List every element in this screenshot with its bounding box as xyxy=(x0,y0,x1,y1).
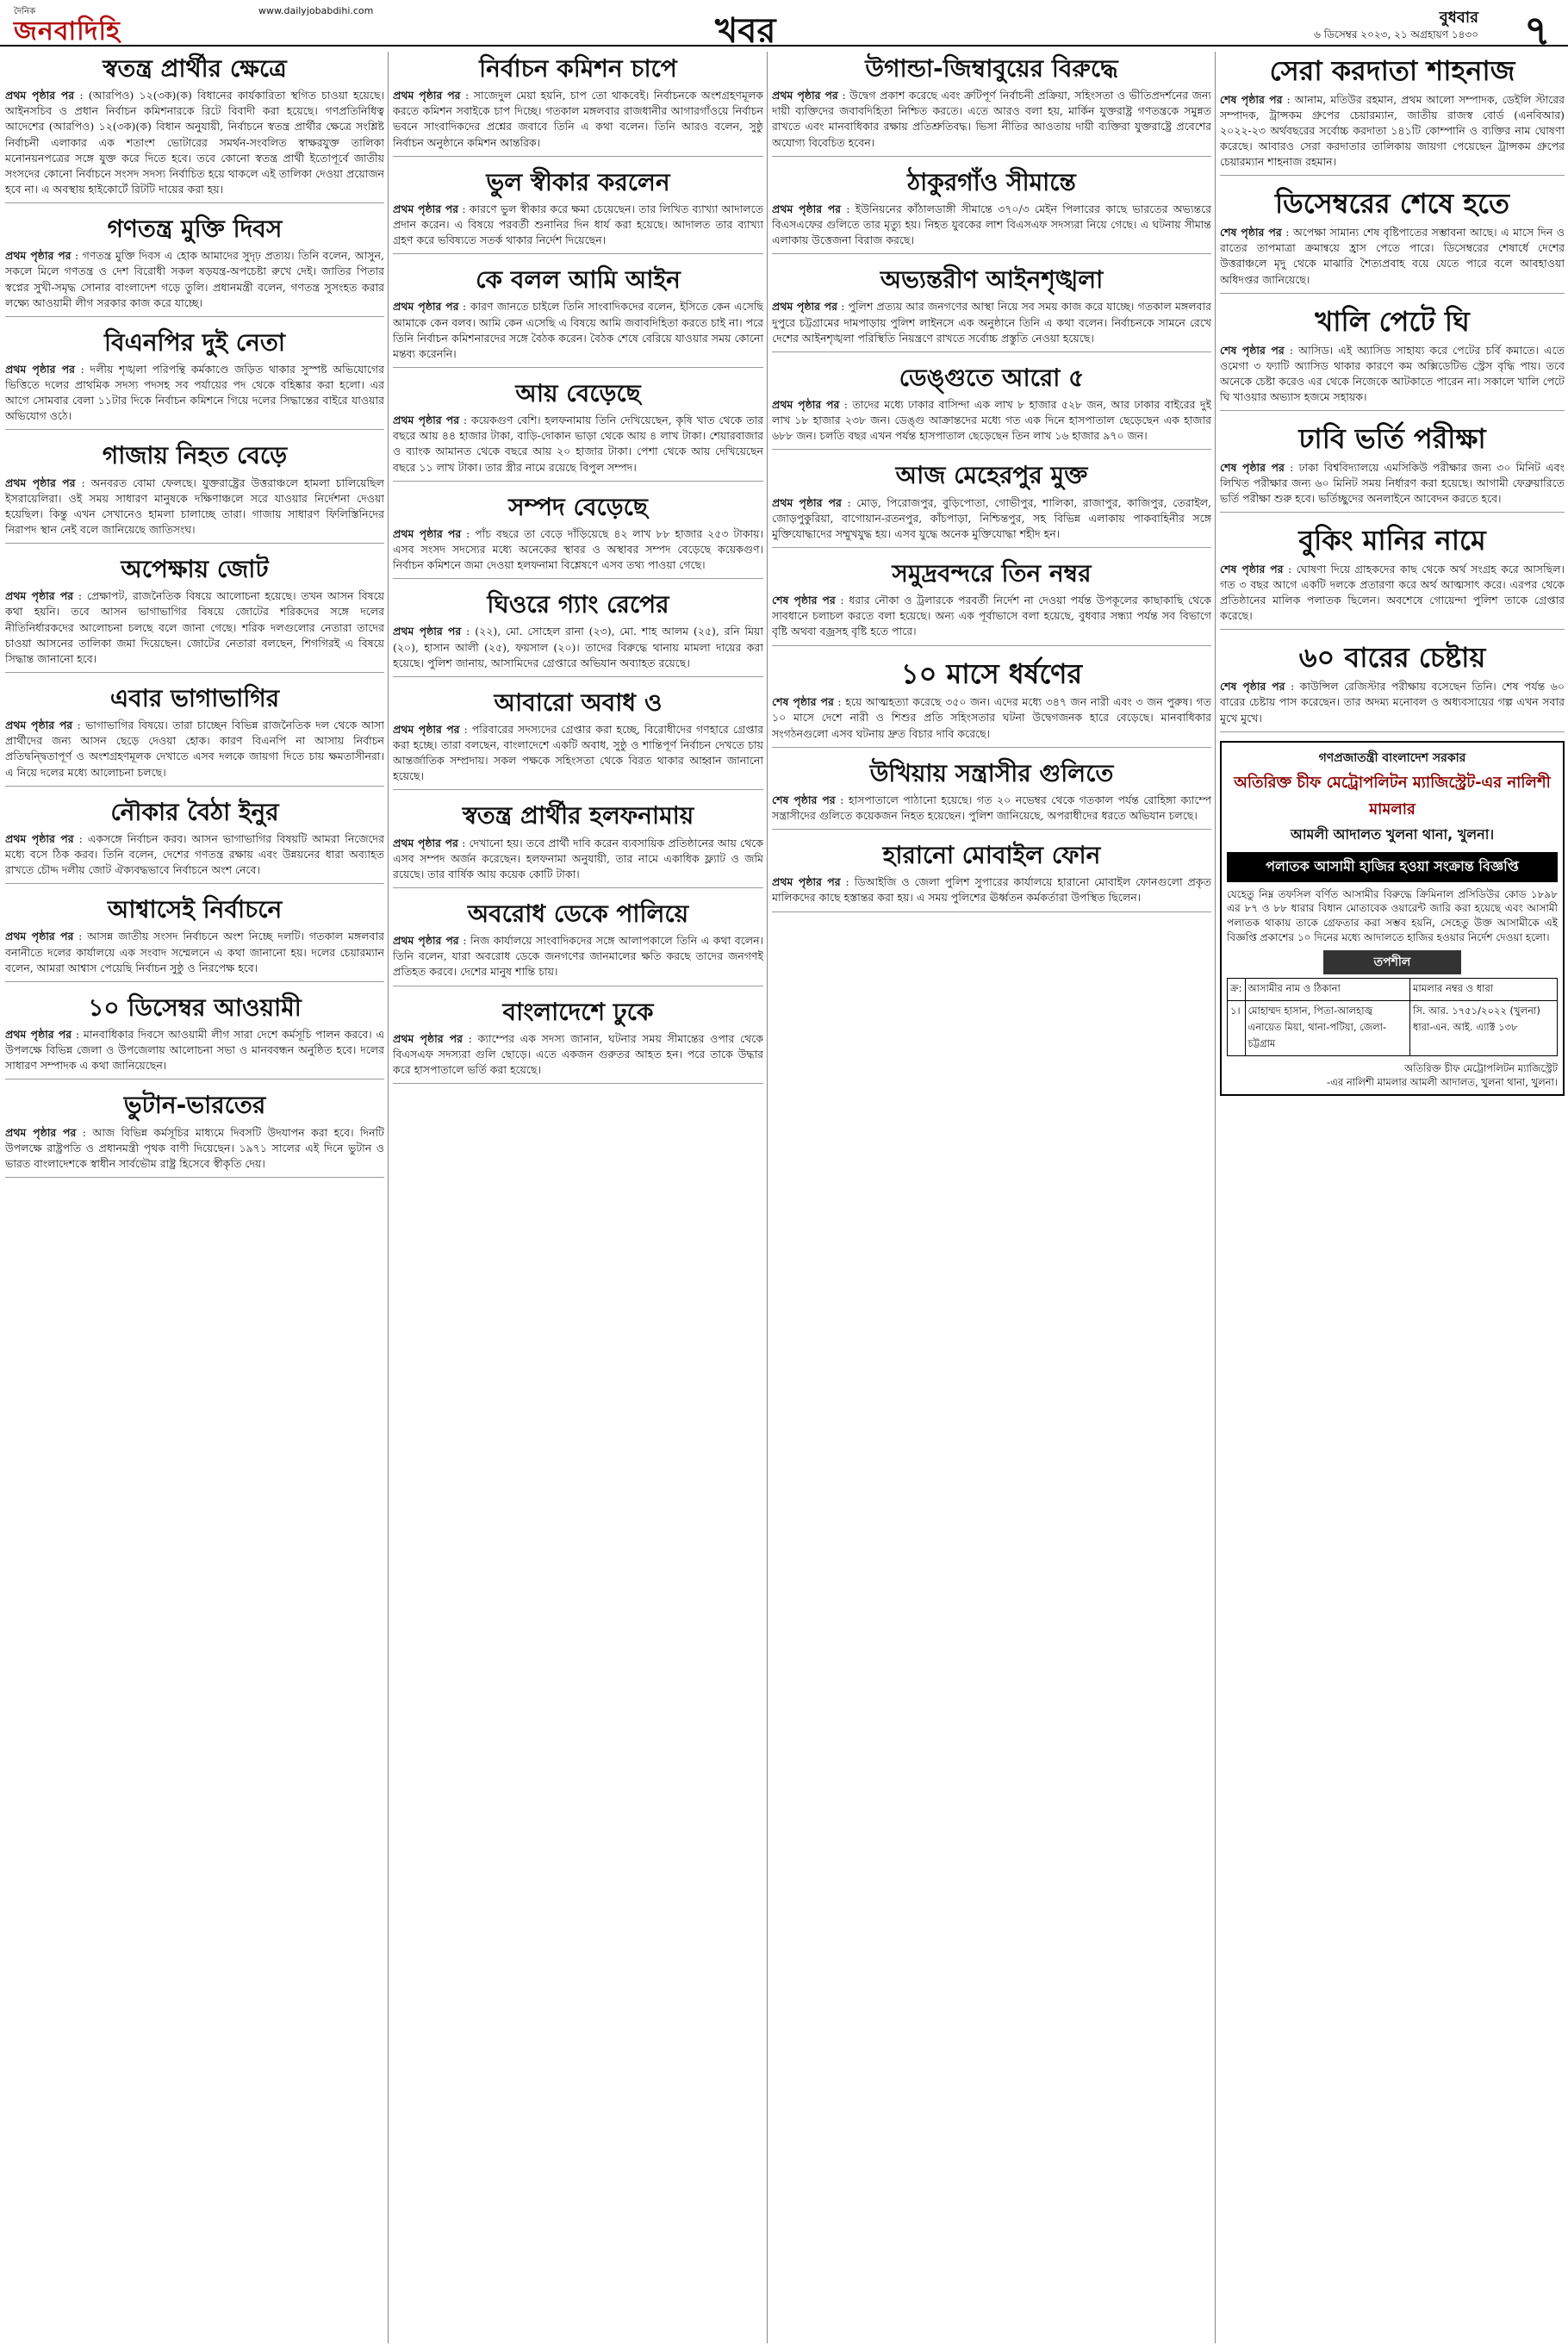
article-lead: প্রথম পৃষ্ঠার পর xyxy=(5,930,74,943)
article-lead: প্রথম পৃষ্ঠার পর xyxy=(393,625,462,638)
article-body: প্রথম পৃষ্ঠার পর : ক্যাম্পের এক সদস্য জানান, ঘটনার সময় সীমান্তের ওপার থেকে বিএসএফ সদস্যরা গুলি ছোড়ে। এতে একজন গুরুতর আহত হন। পরে তাকে উদ্ধার করে হাসপাতালে ভর্তি করা হয়েছে। xyxy=(393,1031,763,1076)
article-text: কারণ জানতে চাইলে তিনি সাংবাদিকদের বলেন, ইসিতে কেন এসেছি আমাকে কেন বলব। আমি কেন এসেছি এ বিষয়ে আমি জবাবদিহিতা করতে চাই না। পরে তিনি নির্বাচন কমিশনারদের সঙ্গে বৈঠক করেন। বৈঠক শেষে বেরিয়ে যাওয়ার সময় কোনো মন্তব্য করেননি। xyxy=(393,300,763,360)
article-headline[interactable]: অভ্যন্তরীণ আইনশৃঙ্খলা xyxy=(880,265,1104,295)
article-body: শেষ পৃষ্ঠার পর : ঢাকা বিশ্ববিদ্যালয়ে এমসিকিউ পরীক্ষার জন্য ৩০ মিনিট এবং লিখিত পরীক্ষার জন্য ৬০ মিনিট সময় নির্ধারণ করা হয়েছে। আগামী ফেব্রুয়ারিতে ভর্তি পরীক্ষা শুরু হবে। ভর্তিচ্ছুদের অনলাইনে আবেদন করতে হবে। xyxy=(1220,460,1565,506)
article-text: ভাগাভাগির বিষয়ে। তারা চাচ্ছেন বিভিন্ন রাজনৈতিক দল থেকে আসা প্রার্থীদের জন্য আসন ছেড়ে দেওয়া হোক। কারণ বিএনপি না আসায় নির্বাচন প্রতিদ্বন্দ্বিতাপূর্ণ ও অংশগ্রহণমূলক দেখাতে এসব দলকে জায়গা দিতে চায় ক্ষমতাসীনরা। এ নিয়ে দলের মধ্যে আলোচনা চলছে। xyxy=(5,719,384,779)
article xyxy=(393,799,763,888)
article-headline[interactable]: এবার ভাগাভাগির xyxy=(109,683,280,712)
article xyxy=(1220,521,1565,630)
article-body: শেষ পৃষ্ঠার পর : আনাম, মতিউর রহমান, প্রথম আলো সম্পাদক, ডেইলি স্টারের সম্পাদক, ট্রান্সকম গ্রুপের চেয়ারম্যান, জাতীয় রাজস্ব বোর্ড (এনবিআর) ২০২২-২৩ অর্থবছরের সর্বোচ্চ করদাতা ১৪১টি কোম্পানি ও ব্যক্তির নাম ঘোষণা করেছে। আবারও সেরা করদাতার তালিকায় জায়গা পেয়েছেন ট্রান্সকম গ্রুপের চেয়ারম্যান শাহনাজ রহমান। xyxy=(1220,92,1565,169)
article-headline[interactable]: নির্বাচন কমিশন চাপে xyxy=(479,54,677,83)
column-4 xyxy=(1220,52,1565,2343)
article xyxy=(772,557,1211,646)
article-body: শেষ পৃষ্ঠার পর : হয়ে আত্মহত্যা করেছে ৩৫০ জন। এদের মধ্যে ৩৪৭ জন নারী এবং ৩ জন পুরুষ। গত ১০ মাসে দেশে নারী ও শিশুর প্রতি সহিংসতার ঘটনা উদ্বেগজনক হারে বেড়েছে। মানবাধিকার সংগঠনগুলো এসব ঘটনায় দ্রুত বিচার দাবি করেছে। xyxy=(772,695,1211,740)
article-text: সাজেদুল মেয়া হয়নি, চাপ তো থাকবেই। নির্বাচনকে অংশগ্রহণমূলক করতে কমিশন সবাইকে চাপ দিচ্ছে। গতকাল মঙ্গলবার রাজধানীর আগারগাঁওয়ে নির্বাচন ভবনে সাংবাদিকদের প্রশ্নের জবাবে তিনি এ কথা বলেন। তিনি আরও বলেন, সুষ্ঠু নির্বাচন অনুষ্ঠানে কমিশন আন্তরিক। xyxy=(393,89,763,149)
article-lead: প্রথম পৃষ্ঠার পর xyxy=(393,526,462,540)
article-body: প্রথম পৃষ্ঠার পর : তাদের মধ্যে ঢাকার বাসিন্দা এক লাখ ৮ হাজার ৫২৮ জন, আর ঢাকার বাইরের দুই লাখ ১৮ হাজার ২৩৮ জন। ডেঙ্গু আক্রান্তদের মধ্যে গত এক দিনে হাসপাতাল ছেড়েছেন এক হাজার ৬৮৮ জন। চলতি বছর এখন পর্যন্ত হাসপাতাল ছেড়েছেন তিন লাখ ১৬ হাজার ৯৭০ জন। xyxy=(772,398,1211,443)
article-lead: প্রথম পৃষ্ঠার পর xyxy=(393,1031,464,1045)
page-number: ৭ xyxy=(1523,7,1551,55)
article-text: ক্যাম্পের এক সদস্য জানান, ঘটনার সময় সীমান্তের ওপার থেকে বিএসএফ সদস্যরা গুলি ছোড়ে। এতে একজন গুরুতর আহত হন। পরে তাকে উদ্ধার করে হাসপাতালে ভর্তি করা হয়েছে। xyxy=(393,1031,763,1076)
article-headline[interactable]: ভুল স্বীকার করলেন xyxy=(486,167,670,196)
article-text: একসঙ্গে নির্বাচন করব। আসন ভাগাভাগির বিষয়টি আমরা নিজেদের মধ্যে বসে ঠিক করব। তিনি বলেন, দেশের গণতন্ত্র রক্ষায় এবং উন্নয়নের ধারা অব্যাহত রাখতে চৌদ্দ দলীয় জোট ঐক্যবদ্ধভাবে নির্বাচনে অংশ নেবে। xyxy=(5,831,384,877)
notice-signature xyxy=(1227,1061,1558,1089)
notice-government: গণপ্রজাতন্ত্রী বাংলাদেশ সরকার xyxy=(1318,750,1466,765)
article xyxy=(772,165,1211,255)
article-headline[interactable]: ঢাবি ভর্তি পরীক্ষা xyxy=(1298,422,1486,456)
table-cell: মোহাম্মদ হাসান, পিতা-আলহাজ্ব এনায়েত মিয়া, থানা-পটিয়া, জেলা-চট্টগ্রাম xyxy=(1245,1000,1409,1055)
article-text: কারণে ভুল স্বীকার করে ক্ষমা চেয়েছেন। তার লিখিত ব্যাখ্যা আদালতে প্রদান করেন। এ বিষয়ে পরবর্তী শুনানির দিন ধার্য করা হয়েছে। আদালত তার ব্যাখ্যা গ্রহণ করে ভবিষ্যতে সতর্ক থাকার নির্দেশ দিয়েছেন। xyxy=(393,202,763,247)
article-lead: প্রথম পৃষ্ঠার পর xyxy=(772,89,838,103)
article-text: হয়ে আত্মহত্যা করেছে ৩৫০ জন। এদের মধ্যে ৩৪৭ জন নারী এবং ৩ জন পুরুষ। গত ১০ মাসে দেশে নারী ও শিশুর প্রতি সহিংসতার ঘটনা উদ্বেগজনক হারে বেড়েছে। মানবাধিকার সংগঠনগুলো এসব ঘটনায় দ্রুত বিচার দাবি করেছে। xyxy=(772,695,1211,740)
article xyxy=(393,165,763,255)
article-text: (আরপিও) ১২(৩ক)(ক) বিধানের কার্যকারিতা স্থগিত চাওয়া হয়েছে। আইনসচিব ও প্রধান নির্বাচন কমিশনারকে রিটে বিবাদী করা হয়েছে। গণপ্রতিনিধিত্ব আদেশের (আরপিও) ১২(৩ক)(ক) বিধান অনুযায়ী, নির্বাচনে স্বতন্ত্র প্রার্থীর ক্ষেত্রে সংশ্লিষ্ট নির্বাচনী এলাকার এক শতাংশ ভোটারের সমর্থন-সংবলিত স্বাক্ষরযুক্ত তালিকা মনোনয়নপত্রের সঙ্গে যুক্ত করে দিতে হবে। তবে কোনো স্বতন্ত্র প্রার্থী ইতোপূর্বে জাতীয় সংসদের কোনো নির্বাচনে সংসদ সদস্য নির্বাচিত হয়ে থাকলে এই তালিকা দেওয়া প্রয়োজন হবে না। এ অবস্থায় হাইকোর্টে রিটটি দায়ের করা হয়। xyxy=(5,89,384,196)
article-headline[interactable]: হারানো মোবাইল ফোন xyxy=(882,841,1101,870)
article-text: আসন্ন জাতীয় সংসদ নির্বাচনে অংশ নিচ্ছে দলটি। গতকাল মঙ্গলবার বনানীতে দলের কার্যালয়ে এক সংবাদ সম্মেলনে এ কথা জানানো হয়। দলের চেয়ারম্যান বলেন, আমরা আশ্বাস পেয়েছি নির্বাচন সুষ্ঠু ও নিরপেক্ষ হবে। xyxy=(5,930,384,974)
article xyxy=(1220,420,1565,513)
article xyxy=(1220,52,1565,176)
newspaper-logo[interactable] xyxy=(9,5,233,47)
article-text: দলীয় শৃঙ্খলা পরিপন্থি কর্মকাণ্ডে জড়িত থাকার সুস্পষ্ট অভিযোগের ভিত্তিতে দলের প্রাথমিক সদস্য পদসহ সব পর্যায়ের পদ থেকে বহিষ্কার করা হলো। এর আগে সোমবার বেলা ১১টার দিকে নির্বাচন কমিশনে গিয়ে দলের সিদ্ধান্তের বাইরে যাওয়ার অভিযোগ ওঠে। xyxy=(5,362,384,423)
article-text: গণতন্ত্র মুক্তি দিবস এ হোক আমাদের সুদৃঢ় প্রত্যয়। তিনি বলেন, আসুন, সকলে মিলে গণতন্ত্র ও দেশ বিরোধী সকল ষড়যন্ত্র-অপচেষ্টা রুখে দেই। জাতির পিতার স্বপ্নের সুখী-সমৃদ্ধ সোনার বাংলাদেশ গড়ে তুলি। প্রধানমন্ত্রী বলেন, গণতন্ত্র সুসংহত করার লক্ষ্যে আওয়ামী লীগ সরকার কাজ করে যাচ্ছে। xyxy=(5,249,384,309)
article-headline[interactable]: বুকিং মানির নামে xyxy=(1298,524,1486,557)
article xyxy=(772,458,1211,548)
article-lead: প্রথম পৃষ্ঠার পর xyxy=(5,249,72,263)
article xyxy=(393,376,763,482)
article xyxy=(5,439,384,544)
article-body: প্রথম পৃষ্ঠার পর : দলীয় শৃঙ্খলা পরিপন্থি কর্মকাণ্ডে জড়িত থাকার সুস্পষ্ট অভিযোগের ভিত্তিতে দলের প্রাথমিক সদস্য পদসহ সব পর্যায়ের পদ থেকে বহিষ্কার করা হলো। এর আগে সোমবার বেলা ১১টার দিকে নির্বাচন কমিশনে গিয়ে দলের সিদ্ধান্তের বাইরে যাওয়ার অভিযোগ ওঠে। xyxy=(5,362,384,423)
article xyxy=(5,681,384,787)
article-lead: শেষ পৃষ্ঠার পর xyxy=(772,695,834,709)
article-headline[interactable]: ডিসেম্বরের শেষে হতে xyxy=(1275,187,1509,221)
issue-day: বুধবার xyxy=(1439,9,1478,27)
column-divider xyxy=(1215,52,1216,2343)
article-headline[interactable]: সম্পদ বেড়েছে xyxy=(508,492,648,521)
masthead xyxy=(0,0,1568,55)
article xyxy=(1220,638,1565,731)
article-headline[interactable]: ঠাকুরগাঁও সীমান্তে xyxy=(907,167,1076,196)
table-header: আসামীর নাম ও ঠিকানা xyxy=(1245,978,1409,1000)
article-lead: প্রথম পৃষ্ঠার পর xyxy=(772,875,841,889)
notice-table xyxy=(1227,978,1558,1056)
table-header-row xyxy=(1228,978,1558,1000)
article xyxy=(393,263,763,368)
article xyxy=(5,1088,384,1178)
article-text: নিজ কার্যালয়ে সাংবাদিকদের সঙ্গে আলাপকালে তিনি এ কথা বলেন। তিনি বলেন, যারা অবরোধ ডেকে জনগণের জানমালের ক্ষতি করছে তাদের জনগণই প্রতিহত করবে। দেশের মানুষ শান্তি চায়। xyxy=(393,934,763,979)
article-body: প্রথম পৃষ্ঠার পর : উদ্বেগ প্রকাশ করেছে এবং ক্রটিপূর্ণ নির্বাচনী প্রক্রিয়া, সহিংসতা ও ভীতিপ্রদর্শনের জন্য দায়ী ব্যক্তিদের জবাবদিহিতা নিশ্চিত করতে। এতে আরও বলা হয়, মার্কিন যুক্তরাষ্ট্র গণতন্ত্রকে সমুন্নত রাখতে এবং মানবাধিকার রক্ষায় প্রতিশ্রুতিবদ্ধ। ভিসা নীতির আওতায় দায়ী ব্যক্তিরা যুক্তরাষ্ট্রে প্রবেশের অযোগ্য বিবেচিত হবেন। xyxy=(772,89,1211,149)
logo-wordmark: জনবাদিহি xyxy=(14,16,121,47)
article-text: কয়েকগুণ বেশি। হলফনামায় তিনি দেখিয়েছেন, কৃষি খাত থেকে তার বছরে আয় ৪৪ হাজার টাকা, বাড়ি-দোকান ভাড়া থেকে আয় ৪ লাখ টাকা। শেয়ারবাজার ও ব্যাংক আমানত থেকে বছরে আয় ২০ হাজার টাকা। পেশা থেকে আয় দেখিয়েছেন বছরে ১১ লাখ টাকা। তার স্ত্রীর নামে রয়েছে বিপুল সম্পদ। xyxy=(393,414,763,474)
article-body: প্রথম পৃষ্ঠার পর : পরিবারের সদস্যদের গ্রেপ্তার করা হচ্ছে, বিরোধীদের গণহারে গ্রেপ্তার করা হচ্ছে। তারা বলছেন, বাংলাদেশে একটি অবাধ, সুষ্ঠু ও শান্তিপূর্ণ নির্বাচন দেখতে চায় আন্তর্জাতিক সম্প্রদায়। সকল পক্ষকে সহিংসতা থেকে বিরত থাকার আহ্বান জানানো হয়েছে। xyxy=(393,722,763,783)
article-lead: প্রথম পৃষ্ঠার পর xyxy=(393,300,459,314)
table-header: মামলার নম্বর ও ধারা xyxy=(1409,978,1557,1000)
article-lead: প্রথম পৃষ্ঠার পর xyxy=(772,398,840,411)
article-headline[interactable]: ১০ ডিসেম্বর আওয়ামী xyxy=(88,992,302,1022)
column-divider xyxy=(388,52,389,2343)
article-headline[interactable]: আশ্বাসেই নির্বাচনে xyxy=(107,895,283,924)
article xyxy=(5,893,384,982)
article-headline[interactable]: স্বতন্ত্র প্রার্থীর হলফনামায় xyxy=(462,801,694,831)
notice-place: আমলী আদালত খুলনা থানা, খুলনা। xyxy=(1290,825,1495,843)
article-text: পাঁচ বছরে তা বেড়ে দাঁড়িয়েছে ৪২ লাখ ৮৮ হাজার ২৫৩ টাকায়। এসব সংসদ সদস্যের মধ্যে অনেকের স্থাবর ও অস্থাবর সম্পদ বেড়েছে কয়েকগুণ। নির্বাচন কমিশনে জমা দেওয়া হলফনামা বিশ্লেষণে এসব তথ্য পাওয়া গেছে। xyxy=(393,526,763,572)
article-headline[interactable]: আবারো অবাধ ও xyxy=(494,688,663,717)
column-1 xyxy=(5,52,384,2343)
article-headline[interactable]: আয় বেড়েছে xyxy=(515,378,641,408)
article xyxy=(393,52,763,157)
article-text: ঘোষণা দিয়ে গ্রাহকদের কাছ থেকে অর্থ সংগ্রহ করে আসছিল। গত ৩ বছর আগে একটি দলকে প্রতারণা করে অর্থ আত্মসাৎ করে। এরপর থেকে প্রতিষ্ঠানের মালিক পলাতক ছিলেন। অবশেষে গোয়েন্দা পুলিশ তাকে গ্রেপ্তার করেছে। xyxy=(1220,562,1565,623)
article-text: দেখানো হয়। তবে প্রার্থী দাবি করেন ব্যবসায়িক প্রতিষ্ঠানের আয় থেকে এসব সম্পদ অর্জন করেছেন। হলফনামা অনুযায়ী, তার নামে একাধিক ফ্ল্যাট ও জমি রয়েছে। তার বার্ষিক আয় কয়েক কোটি টাকা। xyxy=(393,836,763,880)
column-divider xyxy=(767,52,768,2343)
article-body: প্রথম পৃষ্ঠার পর : মানবাধিকার দিবসে আওয়ামী লীগ সারা দেশে কর্মসূচি পালন করবে। এ উপলক্ষে বিভিন্ন জেলা ও উপজেলায় আলোচনা সভা ও মানববন্ধন অনুষ্ঠিত হবে। দলের সাধারণ সম্পাদক এ কথা জানিয়েছেন। xyxy=(5,1027,384,1073)
article-headline[interactable]: নৌকার বৈঠা ইনুর xyxy=(110,797,279,826)
article-headline[interactable]: উগান্ডা-জিম্বাবুয়ের বিরুদ্ধে xyxy=(865,54,1118,83)
article-lead: শেষ পৃষ্ঠার পর xyxy=(1220,562,1284,576)
article-body: প্রথম পৃষ্ঠার পর : ভাগাভাগির বিষয়ে। তারা চাচ্ছেন বিভিন্ন রাজনৈতিক দল থেকে আসা প্রার্থীদের জন্য আসন ছেড়ে দেওয়া হোক। কারণ বিএনপি না আসায় নির্বাচন প্রতিদ্বন্দ্বিতাপূর্ণ ও অংশগ্রহণমূলক দেখাতে এসব দলকে জায়গা দিতে চায় ক্ষমতাসীনরা। এ নিয়ে দলের মধ্যে আলোচনা চলছে। xyxy=(5,719,384,779)
article-body: প্রথম পৃষ্ঠার পর : প্রেক্ষাপট, রাজনৈতিক বিষয়ে আলোচনা হয়েছে। তখন আসন বিষয়ে কথা হয়নি। তবে আসন ভাগাভাগির বিষয়ে জোটের শরিকদের সঙ্গে দলের নীতিনির্ধারকদের আলোচনা চলছে বলে জানা গেছে। শরিক দলগুলোর নেতারা তাদের চাওয়া আসনের তালিকা জমা দিয়েছেন। জোটের নেতারা বলছেন, শিগগিরই এ বিষয়ে সিদ্ধান্ত জানানো হবে। xyxy=(5,589,384,665)
article-headline[interactable]: ভুটান-ভারতের xyxy=(123,1091,266,1120)
article-lead: শেষ পৃষ্ঠার পর xyxy=(1220,680,1285,694)
article-text: মানবাধিকার দিবসে আওয়ামী লীগ সারা দেশে কর্মসূচি পালন করবে। এ উপলক্ষে বিভিন্ন জেলা ও উপজেলায় আলোচনা সভা ও মানববন্ধন অনুষ্ঠিত হবে। দলের সাধারণ সম্পাদক এ কথা জানিয়েছেন। xyxy=(5,1027,384,1073)
column-2 xyxy=(393,52,763,2343)
article-lead: প্রথম পৃষ্ঠার পর xyxy=(393,202,459,215)
article-body: প্রথম পৃষ্ঠার পর : কারণে ভুল স্বীকার করে ক্ষমা চেয়েছেন। তার লিখিত ব্যাখ্যা আদালতে প্রদান করেন। এ বিষয়ে পরবর্তী শুনানির দিন ধার্য করা হয়েছে। আদালত তার ব্যাখ্যা গ্রহণ করে ভবিষ্যতে সতর্ক থাকার নির্দেশ দিয়েছেন। xyxy=(393,202,763,247)
article-body: শেষ পৃষ্ঠার পর : ধরার নৌকা ও ট্রলারকে পরবর্তী নির্দেশ না দেওয়া পর্যন্ত উপকূলের কাছাকাছি থেকে সাবধানে চলাচল করতে বলা হয়েছে। অন্য এক পূর্বাভাসে বলা হয়েছে, বুধবার সন্ধ্যা পর্যন্ত সব বিভাগে বৃষ্টি অথবা বজ্রসহ বৃষ্টি হতে পারে। xyxy=(772,594,1211,638)
article-lead: শেষ পৃষ্ঠার পর xyxy=(1220,343,1285,357)
article-headline[interactable]: স্বতন্ত্র প্রার্থীর ক্ষেত্রে xyxy=(103,54,287,83)
article-body: শেষ পৃষ্ঠার পর : কাউন্সিল রেজিস্টার পরীক্ষায় বসেছেন তিনি। শেষ পর্যন্ত ৬০ বারের চেষ্টায় পাস করেছেন। তার অদম্য মনোবল ও অধ্যবসায়ের গল্প এখন সবার মুখে মুখে। xyxy=(1220,680,1565,725)
article-text: তাদের মধ্যে ঢাকার বাসিন্দা এক লাখ ৮ হাজার ৫২৮ জন, আর ঢাকার বাইরের দুই লাখ ১৮ হাজার ২৩৮ জন। ডেঙ্গু আক্রান্তদের মধ্যে গত এক দিনে হাসপাতাল ছেড়েছেন এক হাজার ৬৮৮ জন। চলতি বছর এখন পর্যন্ত হাসপাতাল ছেড়েছেন তিন লাখ ১৬ হাজার ৯৭০ জন। xyxy=(772,398,1211,443)
article-headline[interactable]: গণতন্ত্র মুক্তি দিবস xyxy=(107,215,283,244)
article-lead: প্রথম পৃষ্ঠার পর xyxy=(5,1027,72,1041)
issue-date: ৬ ডিসেম্বর ২০২৩, ২১ অগ্রহায়ণ ১৪৩০ xyxy=(1314,28,1478,40)
article-lead: প্রথম পৃষ্ঠার পর xyxy=(772,202,842,215)
column-3 xyxy=(772,52,1211,2343)
article-headline[interactable]: খালি পেটে ঘি xyxy=(1315,304,1470,338)
article-body: শেষ পৃষ্ঠার পর : ঘোষণা দিয়ে গ্রাহকদের কাছ থেকে অর্থ সংগ্রহ করে আসছিল। গত ৩ বছর আগে একটি দলকে প্রতারণা করে অর্থ আত্মসাৎ করে। এরপর থেকে প্রতিষ্ঠানের মালিক পলাতক ছিলেন। অবশেষে গোয়েন্দা পুলিশ তাকে গ্রেপ্তার করেছে। xyxy=(1220,562,1565,623)
table-cell: ১। xyxy=(1228,1000,1246,1055)
article-text: কাউন্সিল রেজিস্টার পরীক্ষায় বসেছেন তিনি। শেষ পর্যন্ত ৬০ বারের চেষ্টায় পাস করেছেন। তার অদম্য মনোবল ও অধ্যবসায়ের গল্প এখন সবার মুখে মুখে। xyxy=(1220,680,1565,725)
article xyxy=(5,326,384,431)
article-lead: প্রথম পৃষ্ঠার পর xyxy=(393,836,458,849)
article-body: প্রথম পৃষ্ঠার পর : মোড়, পিরোজপুর, বুড়িপোতা, গোভীপুর, শালিকা, রাজাপুর, কাজিপুর, তেরাইল, জোড়পুকুরিয়া, বাগোয়ান-রতনপুর, কাঁচপাড়া, নিশ্চিন্তপুর, সহ বিভিন্ন এলাকায় পাকবাহিনীর সঙ্গে মুক্তিযোদ্ধাদের সম্মুখযুদ্ধ হয়। এসব যুদ্ধে অনেক মুক্তিযোদ্ধা শহীদ হন। xyxy=(772,495,1211,540)
article-body: শেষ পৃষ্ঠার পর : আসিড। এই অ্যাসিড সাহায্য করে পেটের চর্বি কমাতে। এতে ওমেগা ৩ ফ্যাটি অ্যাসিড থাকার কারণে কম অক্সিডেটিভ স্ট্রেস বৃদ্ধি পায়। তবে অনেকে চেষ্টা করেও এর থেকে নিজেকে আটকাতে পারেন না। সকালে খালি পেটে ঘি খাওয়ার অভ্যাস হজমে সহায়ক। xyxy=(1220,343,1565,403)
website-link[interactable]: www.dailyjobabdihi.com xyxy=(258,5,374,16)
article-headline[interactable]: গাজায় নিহত বেড়ে xyxy=(102,441,288,470)
article-text: আজ বিভিন্ন কর্মসূচির মাধ্যমে দিবসটি উদযাপন করা হবে। দিনটি উপলক্ষে রাষ্ট্রপতি ও প্রধানমন্ত্রী পৃথক বাণী দিয়েছেন। ১৯৭১ সালের এই দিনে ভুটান ও ভারত বাংলাদেশকে স্বাধীন সার্বভৌম রাষ্ট্র হিসেবে স্বীকৃতি দেয়। xyxy=(5,1125,384,1170)
article-lead: প্রথম পৃষ্ঠার পর xyxy=(393,934,459,948)
article-headline[interactable]: বিএনপির দুই নেতা xyxy=(104,327,285,357)
article-text: ধরার নৌকা ও ট্রলারকে পরবর্তী নির্দেশ না দেওয়া পর্যন্ত উপকূলের কাছাকাছি থেকে সাবধানে চলাচল করতে বলা হয়েছে। অন্য এক পূর্বাভাসে বলা হয়েছে, বুধবার সন্ধ্যা পর্যন্ত সব বিভাগে বৃষ্টি অথবা বজ্রসহ বৃষ্টি হতে পারে। xyxy=(772,594,1211,638)
article-lead: প্রথম পৃষ্ঠার পর xyxy=(5,1125,77,1139)
table-row xyxy=(1228,1000,1558,1055)
article-lead: প্রথম পৃষ্ঠার পর xyxy=(393,722,460,736)
notice-text: যেহেতু নিম্ন তফসিল বর্ণিত আসামীর বিরুদ্ধে ক্রিমিনাল প্রসিডিউর কোড ১৮৯৮ এর ৮৭ ও ৮৮ ধারার বিধান মোতাবেক ওয়ারেন্ট জারি করা হয়েছে এবং আসামী পলাতক থাকায় তাকে গ্রেফতার করা সম্ভব হয়নি, সেহেতু উক্ত আসামীকে এই বিজ্ঞপ্তি প্রকাশের ১০ দিনের মধ্যে আদালতে হাজির হওয়ার নির্দেশ দেওয়া হলো। xyxy=(1227,887,1558,944)
article xyxy=(1220,184,1565,293)
article-text: উদ্বেগ প্রকাশ করেছে এবং ক্রটিপূর্ণ নির্বাচনী প্রক্রিয়া, সহিংসতা ও ভীতিপ্রদর্শনের জন্য দায়ী ব্যক্তিদের জবাবদিহিতা নিশ্চিত করতে। এতে আরও বলা হয়, মার্কিন যুক্তরাষ্ট্র গণতন্ত্রকে সমুন্নত রাখতে এবং মানবাধিকার রক্ষায় প্রতিশ্রুতিবদ্ধ। ভিসা নীতির আওতায় দায়ী ব্যক্তিরা যুক্তরাষ্ট্রে প্রবেশের অযোগ্য বিবেচিত হবেন। xyxy=(772,89,1211,149)
article xyxy=(393,588,763,677)
article-text: পুলিশ প্রত্যয় আর জনগণের আস্থা নিয়ে সব সময় কাজ করে যাচ্ছে। গতকাল মঙ্গলবার দুপুরে চট্টগ্রামের দামপাড়ায় পুলিশ লাইনসে এক অনুষ্ঠানে তিনি এ কথা বলেন। নির্বাচনকে সামনে রেখে দেশের আইনশৃঙ্খলা পরিস্থিতি নিয়ন্ত্রণে রাখতে সর্বোচ্চ প্রস্তুতি নেওয়া হয়েছে। xyxy=(772,300,1211,345)
article-body: প্রথম পৃষ্ঠার পর : অনবরত বোমা ফেলছে। যুক্তরাষ্ট্রের উত্তরাঞ্চলে হামলা চালিয়েছিল ইসরায়েলিরা। ওই সময় সাধারণ মানুষকে দক্ষিণাঞ্চলে সরে যাওয়ার নির্দেশনা দেওয়া হয়েছিল। কিন্তু এখন সেখানেও হামলা চালাচ্ছে তারা। গাজায় সাধারণ ফিলিস্তিনিদের নিরাপদ স্থান নেই বলে জানিয়েছে জাতিসংঘ। xyxy=(5,476,384,536)
article xyxy=(1220,302,1565,411)
article-body: প্রথম পৃষ্ঠার পর : ইউনিয়নের কাঁঠালডাঙ্গী সীমান্তে ৩৭০/৩ মেইন পিলারের কাছে ভারতের অভ্যন্তরে বিএসএফের গুলিতে তার মৃত্যু হয়। নিহত যুবকের লাশ বিএসএফ সদস্যরা নিয়ে গেছে। এ ঘটনায় সীমান্ত এলাকায় উত্তেজনা বিরাজ করছে। xyxy=(772,202,1211,247)
table-header: ক্র: xyxy=(1228,978,1246,1000)
article-lead: শেষ পৃষ্ঠার পর xyxy=(772,793,836,806)
article xyxy=(772,655,1211,748)
article-text: ঢাকা বিশ্ববিদ্যালয়ে এমসিকিউ পরীক্ষার জন্য ৩০ মিনিট এবং লিখিত পরীক্ষার জন্য ৬০ মিনিট সময় নির্ধারণ করা হয়েছে। আগামী ফেব্রুয়ারিতে ভর্তি পরীক্ষা শুরু হবে। ভর্তিচ্ছুদের অনলাইনে আবেদন করতে হবে। xyxy=(1220,460,1565,506)
article-lead: প্রথম পৃষ্ঠার পর xyxy=(5,362,75,376)
article-headline[interactable]: ১০ মাসে ধর্ষণের xyxy=(900,656,1083,690)
article-lead: প্রথম পৃষ্ঠার পর xyxy=(393,414,460,427)
article-body: শেষ পৃষ্ঠার পর : অপেক্ষা সামান্য শেষ বৃষ্টিপাতের সম্ভাবনা আছে। এ মাসে দিন ও রাতের তাপমাত্রা ক্রমান্বয়ে হ্রাস পেতে পারে। ডিসেম্বরের শেষার্ধে দেশের উত্তরাঞ্চলে মৃদু থেকে মাঝারি শৈত্যপ্রবাহ বয়ে যেতে পারে বলে আবহাওয়া অধিদপ্তর জানিয়েছে। xyxy=(1220,226,1565,286)
article-lead: শেষ পৃষ্ঠার পর xyxy=(1220,92,1283,106)
article-body: প্রথম পৃষ্ঠার পর : কারণ জানতে চাইলে তিনি সাংবাদিকদের বলেন, ইসিতে কেন এসেছি আমাকে কেন বলব। আমি কেন এসেছি এ বিষয়ে আমি জবাবদিহিতা করতে চাই না। পরে তিনি নির্বাচন কমিশনারদের সঙ্গে বৈঠক করেন। বৈঠক শেষে বেরিয়ে যাওয়ার সময় কোনো মন্তব্য করেননি। xyxy=(393,300,763,360)
article-body: প্রথম পৃষ্ঠার পর : কয়েকগুণ বেশি। হলফনামায় তিনি দেখিয়েছেন, কৃষি খাত থেকে তার বছরে আয় ৪৪ হাজার টাকা, বাড়ি-দোকান ভাড়া থেকে আয় ৪ লাখ টাকা। শেয়ারবাজার ও ব্যাংক আমানত থেকে বছরে আয় ২০ হাজার টাকা। পেশা থেকে আয় দেখিয়েছেন বছরে ১১ লাখ টাকা। তার স্ত্রীর নামে রয়েছে বিপুল সম্পদ। xyxy=(393,414,763,474)
article-body: প্রথম পৃষ্ঠার পর : একসঙ্গে নির্বাচন করব। আসন ভাগাভাগির বিষয়টি আমরা নিজেদের মধ্যে বসে ঠিক করব। তিনি বলেন, দেশের গণতন্ত্র রক্ষায় এবং উন্নয়নের ধারা অব্যাহত রাখতে চৌদ্দ দলীয় জোট ঐক্যবদ্ধভাবে নির্বাচনে অংশ নেবে। xyxy=(5,831,384,877)
article-body: প্রথম পৃষ্ঠার পর : ডিআইজি ও জেলা পুলিশ সুপারের কার্যালয়ে হারানো মোবাইল ফোনগুলো প্রকৃত মালিকদের কাছে হস্তান্তর করা হয়। এ সময় পুলিশের ঊর্ধ্বতন কর্মকর্তারা উপস্থিত ছিলেন। xyxy=(772,875,1211,905)
article-text: ডিআইজি ও জেলা পুলিশ সুপারের কার্যালয়ে হারানো মোবাইল ফোনগুলো প্রকৃত মালিকদের কাছে হস্তান্তর করা হয়। এ সময় পুলিশের ঊর্ধ্বতন কর্মকর্তারা উপস্থিত ছিলেন। xyxy=(772,875,1211,905)
article-body: শেষ পৃষ্ঠার পর : হাসপাতালে পাঠানো হয়েছে। গত ২০ নভেম্বর থেকে গতকাল পর্যন্ত রোহিঙ্গা ক্যাম্পে সন্ত্রাসীদের গুলিতে কয়েকজন নিহত হয়েছেন। পুলিশ জানিয়েছে, অপরাধীদের ধরতে অভিযান চলছে। xyxy=(772,793,1211,822)
article-lead: প্রথম পৃষ্ঠার পর xyxy=(5,589,74,603)
article-body: প্রথম পৃষ্ঠার পর : পুলিশ প্রত্যয় আর জনগণের আস্থা নিয়ে সব সময় কাজ করে যাচ্ছে। গতকাল মঙ্গলবার দুপুরে চট্টগ্রামের দামপাড়ায় পুলিশ লাইনসে এক অনুষ্ঠানে তিনি এ কথা বলেন। নির্বাচনকে সামনে রেখে দেশের আইনশৃঙ্খলা পরিস্থিতি নিয়ন্ত্রণে রাখতে সর্বোচ্চ প্রস্তুতি নেওয়া হয়েছে। xyxy=(772,300,1211,345)
article-text: মোড়, পিরোজপুর, বুড়িপোতা, গোভীপুর, শালিকা, রাজাপুর, কাজিপুর, তেরাইল, জোড়পুকুরিয়া, বাগোয়ান-রতনপুর, কাঁচপাড়া, নিশ্চিন্তপুর, সহ বিভিন্ন এলাকায় পাকবাহিনীর সঙ্গে মুক্তিযোদ্ধাদের সম্মুখযুদ্ধ হয়। এসব যুদ্ধে অনেক মুক্তিযোদ্ধা শহীদ হন। xyxy=(772,495,1211,540)
signature-line-1: অতিরিক্ত চীফ মেট্রোপলিটন ম্যাজিস্ট্রেট xyxy=(1404,1061,1558,1074)
article-text: অপেক্ষা সামান্য শেষ বৃষ্টিপাতের সম্ভাবনা আছে। এ মাসে দিন ও রাতের তাপমাত্রা ক্রমান্বয়ে হ্রাস পেতে পারে। ডিসেম্বরের শেষার্ধে দেশের উত্তরাঞ্চলে মৃদু থেকে মাঝারি শৈত্যপ্রবাহ বয়ে যেতে পারে বলে আবহাওয়া অধিদপ্তর জানিয়েছে। xyxy=(1220,226,1565,286)
article-body: প্রথম পৃষ্ঠার পর : নিজ কার্যালয়ে সাংবাদিকদের সঙ্গে আলাপকালে তিনি এ কথা বলেন। তিনি বলেন, যারা অবরোধ ডেকে জনগণের জানমালের ক্ষতি করছে তাদের জনগণই প্রতিহত করবে। দেশের মানুষ শান্তি চায়। xyxy=(393,934,763,979)
table-cell: সি. আর. ১৭৫১/২০২২ (খুলনা) ধারা-এন. আই. এ্যাক্ট ১৩৮ xyxy=(1409,1000,1557,1055)
signature-line-2: -এর নালিশী মামলার আমলী আদালত, খুলনা থানা, খুলনা। xyxy=(1327,1075,1558,1088)
article-headline[interactable]: ৬০ বারের চেষ্টায় xyxy=(1298,641,1486,675)
article-lead: শেষ পৃষ্ঠার পর xyxy=(772,594,836,607)
article-lead: প্রথম পৃষ্ঠার পর xyxy=(5,476,76,489)
article xyxy=(772,263,1211,352)
notice-schedule-label: তপশীল xyxy=(1323,950,1461,974)
article-lead: প্রথম পৃষ্ঠার পর xyxy=(5,89,75,103)
article-text: হাসপাতালে পাঠানো হয়েছে। গত ২০ নভেম্বর থেকে গতকাল পর্যন্ত রোহিঙ্গা ক্যাম্পে সন্ত্রাসীদের গুলিতে কয়েকজন নিহত হয়েছেন। পুলিশ জানিয়েছে, অপরাধীদের ধরতে অভিযান চলছে। xyxy=(772,793,1211,822)
article-text: আসিড। এই অ্যাসিড সাহায্য করে পেটের চর্বি কমাতে। এতে ওমেগা ৩ ফ্যাটি অ্যাসিড থাকার কারণে কম অক্সিডেটিভ স্ট্রেস বৃদ্ধি পায়। তবে অনেকে চেষ্টা করেও এর থেকে নিজেকে আটকাতে পারেন না। সকালে খালি পেটে ঘি খাওয়ার অভ্যাস হজমে সহায়ক। xyxy=(1220,343,1565,403)
article xyxy=(393,490,763,580)
notice-title: পলাতক আসামী হাজির হওয়া সংক্রান্ত বিজ্ঞপ্তি xyxy=(1227,852,1558,882)
article-headline[interactable]: ডেঙ্গুতে আরো ৫ xyxy=(899,363,1085,392)
article-text: (২২), মো. সোহেল রানা (২৩), মো. শাহ আলম (২৫), রনি মিয়া (২০), হাসান আলী (২৫), ফয়সাল (২০)। তাদের বিরুদ্ধে থানায় মামলা দায়ের করা হয়েছে। পুলিশ জানায়, আসামিদের গ্রেপ্তারে অভিযান অব্যাহত রয়েছে। xyxy=(393,625,763,669)
article xyxy=(5,795,384,885)
article xyxy=(5,52,384,203)
article-headline[interactable]: বাংলাদেশে ঢুকে xyxy=(502,997,654,1026)
article xyxy=(393,686,763,791)
article-text: ইউনিয়নের কাঁঠালডাঙ্গী সীমান্তে ৩৭০/৩ মেইন পিলারের কাছে ভারতের অভ্যন্তরে বিএসএফের গুলিতে তার মৃত্যু হয়। নিহত যুবকের লাশ বিএসএফ সদস্যরা নিয়ে গেছে। এ ঘটনায় সীমান্ত এলাকায় উত্তেজনা বিরাজ করছে। xyxy=(772,202,1211,247)
article xyxy=(393,995,763,1085)
article xyxy=(772,756,1211,830)
article-body: প্রথম পৃষ্ঠার পর : পাঁচ বছরে তা বেড়ে দাঁড়িয়েছে ৪২ লাখ ৮৮ হাজার ২৫৩ টাকায়। এসব সংসদ সদস্যের মধ্যে অনেকের স্থাবর ও অস্থাবর সম্পদ বেড়েছে কয়েকগুণ। নির্বাচন কমিশনে জমা দেওয়া হলফনামা বিশ্লেষণে এসব তথ্য পাওয়া গেছে। xyxy=(393,526,763,572)
article-text: অনবরত বোমা ফেলছে। যুক্তরাষ্ট্রের উত্তরাঞ্চলে হামলা চালিয়েছিল ইসরায়েলিরা। ওই সময় সাধারণ মানুষকে দক্ষিণাঞ্চলে সরে যাওয়ার নির্দেশনা দেওয়া হয়েছিল। কিন্তু এখন সেখানেও হামলা চালাচ্ছে তারা। গাজায় সাধারণ ফিলিস্তিনিদের নিরাপদ স্থান নেই বলে জানিয়েছে জাতিসংঘ। xyxy=(5,476,384,536)
article-headline[interactable]: অবরোধ ডেকে পালিয়ে xyxy=(467,899,689,928)
article-headline[interactable]: কে বলল আমি আইন xyxy=(476,265,681,295)
article-lead: প্রথম পৃষ্ঠার পর xyxy=(393,89,461,103)
article-lead: শেষ পৃষ্ঠার পর xyxy=(1220,226,1282,240)
article-text: পরিবারের সদস্যদের গ্রেপ্তার করা হচ্ছে, বিরোধীদের গণহারে গ্রেপ্তার করা হচ্ছে। তারা বলছেন, বাংলাদেশে একটি অবাধ, সুষ্ঠু ও শান্তিপূর্ণ নির্বাচন দেখতে চায় আন্তর্জাতিক সম্প্রদায়। সকল পক্ষকে সহিংসতা থেকে বিরত থাকার আহ্বান জানানো হয়েছে। xyxy=(393,722,763,783)
article-headline[interactable]: সেরা করদাতা শাহনাজ xyxy=(1269,54,1515,87)
article xyxy=(772,52,1211,157)
article-text: প্রেক্ষাপট, রাজনৈতিক বিষয়ে আলোচনা হয়েছে। তখন আসন বিষয়ে কথা হয়নি। তবে আসন ভাগাভাগির বিষয়ে জোটের শরিকদের সঙ্গে দলের নীতিনির্ধারকদের আলোচনা চলছে বলে জানা গেছে। শরিক দলগুলোর নেতারা তাদের চাওয়া আসনের তালিকা জমা দিয়েছেন। জোটের নেতারা বলছেন, শিগগিরই এ বিষয়ে সিদ্ধান্ত জানানো হবে। xyxy=(5,589,384,665)
article-body: প্রথম পৃষ্ঠার পর : গণতন্ত্র মুক্তি দিবস এ হোক আমাদের সুদৃঢ় প্রত্যয়। তিনি বলেন, আসুন, সকলে মিলে গণতন্ত্র ও দেশ বিরোধী সকল ষড়যন্ত্র-অপচেষ্টা রুখে দেই। জাতির পিতার স্বপ্নের সুখী-সমৃদ্ধ সোনার বাংলাদেশ গড়ে তুলি। প্রধানমন্ত্রী বলেন, গণতন্ত্র সুসংহত করার লক্ষ্যে আওয়ামী লীগ সরকার কাজ করে যাচ্ছে। xyxy=(5,249,384,309)
article-lead: প্রথম পৃষ্ঠার পর xyxy=(772,495,842,509)
article-headline[interactable]: উখিয়ায় সন্ত্রাসীর গুলিতে xyxy=(869,758,1114,787)
article-body: প্রথম পৃষ্ঠার পর : (২২), মো. সোহেল রানা (২৩), মো. শাহ আলম (২৫), রনি মিয়া (২০), হাসান আলী (২৫), ফয়সাল (২০)। তাদের বিরুদ্ধে থানায় মামলা দায়ের করা হয়েছে। পুলিশ জানায়, আসামিদের গ্রেপ্তারে অভিযান অব্যাহত রয়েছে। xyxy=(393,625,763,669)
article-body: প্রথম পৃষ্ঠার পর : আজ বিভিন্ন কর্মসূচির মাধ্যমে দিবসটি উদযাপন করা হবে। দিনটি উপলক্ষে রাষ্ট্রপতি ও প্রধানমন্ত্রী পৃথক বাণী দিয়েছেন। ১৯৭১ সালের এই দিনে ভুটান ও ভারত বাংলাদেশকে স্বাধীন সার্বভৌম রাষ্ট্র হিসেবে স্বীকৃতি দেয়। xyxy=(5,1125,384,1170)
section-title: খবর xyxy=(715,11,776,51)
court-notice xyxy=(1220,741,1565,1096)
article-body: প্রথম পৃষ্ঠার পর : দেখানো হয়। তবে প্রার্থী দাবি করেন ব্যবসায়িক প্রতিষ্ঠানের আয় থেকে এসব সম্পদ অর্জন করেছেন। হলফনামা অনুযায়ী, তার নামে একাধিক ফ্ল্যাট ও জমি রয়েছে। তার বার্ষিক আয় কয়েক কোটি টাকা। xyxy=(393,836,763,880)
article-headline[interactable]: ঘিওরে গ্যাং রেপের xyxy=(487,590,669,619)
article xyxy=(5,212,384,317)
article-body: প্রথম পৃষ্ঠার পর : সাজেদুল মেয়া হয়নি, চাপ তো থাকবেই। নির্বাচনকে অংশগ্রহণমূলক করতে কমিশন সবাইকে চাপ দিচ্ছে। গতকাল মঙ্গলবার রাজধানীর আগারগাঁওয়ে নির্বাচন ভবনে সাংবাদিকদের প্রশ্নের জবাবে তিনি এ কথা বলেন। তিনি আরও বলেন, সুষ্ঠু নির্বাচন অনুষ্ঠানে কমিশন আন্তরিক। xyxy=(393,89,763,149)
article-lead: শেষ পৃষ্ঠার পর xyxy=(1220,460,1285,474)
article xyxy=(772,361,1211,451)
article xyxy=(772,838,1211,912)
article-text: আনাম, মতিউর রহমান, প্রথম আলো সম্পাদক, ডেইলি স্টারের সম্পাদক, ট্রান্সকম গ্রুপের চেয়ারম্যান, জাতীয় রাজস্ব বোর্ড (এনবিআর) ২০২২-২৩ অর্থবছরের সর্বোচ্চ করদাতা ১৪১টি কোম্পানি ও ব্যক্তির নাম ঘোষণা করেছে। আবারও সেরা করদাতার তালিকায় জায়গা পেয়েছেন ট্রান্সকম গ্রুপের চেয়ারম্যান শাহনাজ রহমান। xyxy=(1220,92,1565,169)
article-lead: প্রথম পৃষ্ঠার পর xyxy=(5,719,73,732)
article-headline[interactable]: অপেক্ষায় জোট xyxy=(121,555,269,584)
article xyxy=(5,991,384,1080)
article xyxy=(393,897,763,986)
article-body: প্রথম পৃষ্ঠার পর : (আরপিও) ১২(৩ক)(ক) বিধানের কার্যকারিতা স্থগিত চাওয়া হয়েছে। আইনসচিব ও প্রধান নির্বাচন কমিশনারকে রিটে বিবাদী করা হয়েছে। গণপ্রতিনিধিত্ব আদেশের (আরপিও) ১২(৩ক)(ক) বিধান অনুযায়ী, নির্বাচনে স্বতন্ত্র প্রার্থীর ক্ষেত্রে সংশ্লিষ্ট নির্বাচনী এলাকার এক শতাংশ ভোটারের সমর্থন-সংবলিত স্বাক্ষরযুক্ত তালিকা মনোনয়নপত্রের সঙ্গে যুক্ত করে দিতে হবে। তবে কোনো স্বতন্ত্র প্রার্থী ইতোপূর্বে জাতীয় সংসদের কোনো নির্বাচনে সংসদ সদস্য নির্বাচিত হয়ে থাকলে এই তালিকা দেওয়া প্রয়োজন হবে না। এ অবস্থায় হাইকোর্টে রিটটি দায়ের করা হয়। xyxy=(5,89,384,196)
article-body: প্রথম পৃষ্ঠার পর : আসন্ন জাতীয় সংসদ নির্বাচনে অংশ নিচ্ছে দলটি। গতকাল মঙ্গলবার বনানীতে দলের কার্যালয়ে এক সংবাদ সম্মেলনে এ কথা জানানো হয়। দলের চেয়ারম্যান বলেন, আমরা আশ্বাস পেয়েছি নির্বাচন সুষ্ঠু ও নিরপেক্ষ হবে। xyxy=(5,930,384,974)
notice-court: অতিরিক্ত চীফ মেট্রোপলিটন ম্যাজিস্ট্রেট-এর নালিশী মামলার xyxy=(1234,773,1551,818)
article-headline[interactable]: আজ মেহেরপুর মুক্ত xyxy=(895,461,1088,490)
article-headline[interactable]: সমুদ্রবন্দরে তিন নম্বর xyxy=(892,558,1092,588)
article-lead: প্রথম পৃষ্ঠার পর xyxy=(5,831,74,845)
logo-tagline: দৈনিক xyxy=(14,7,36,16)
article xyxy=(5,552,384,673)
article-lead: প্রথম পৃষ্ঠার পর xyxy=(772,300,837,314)
